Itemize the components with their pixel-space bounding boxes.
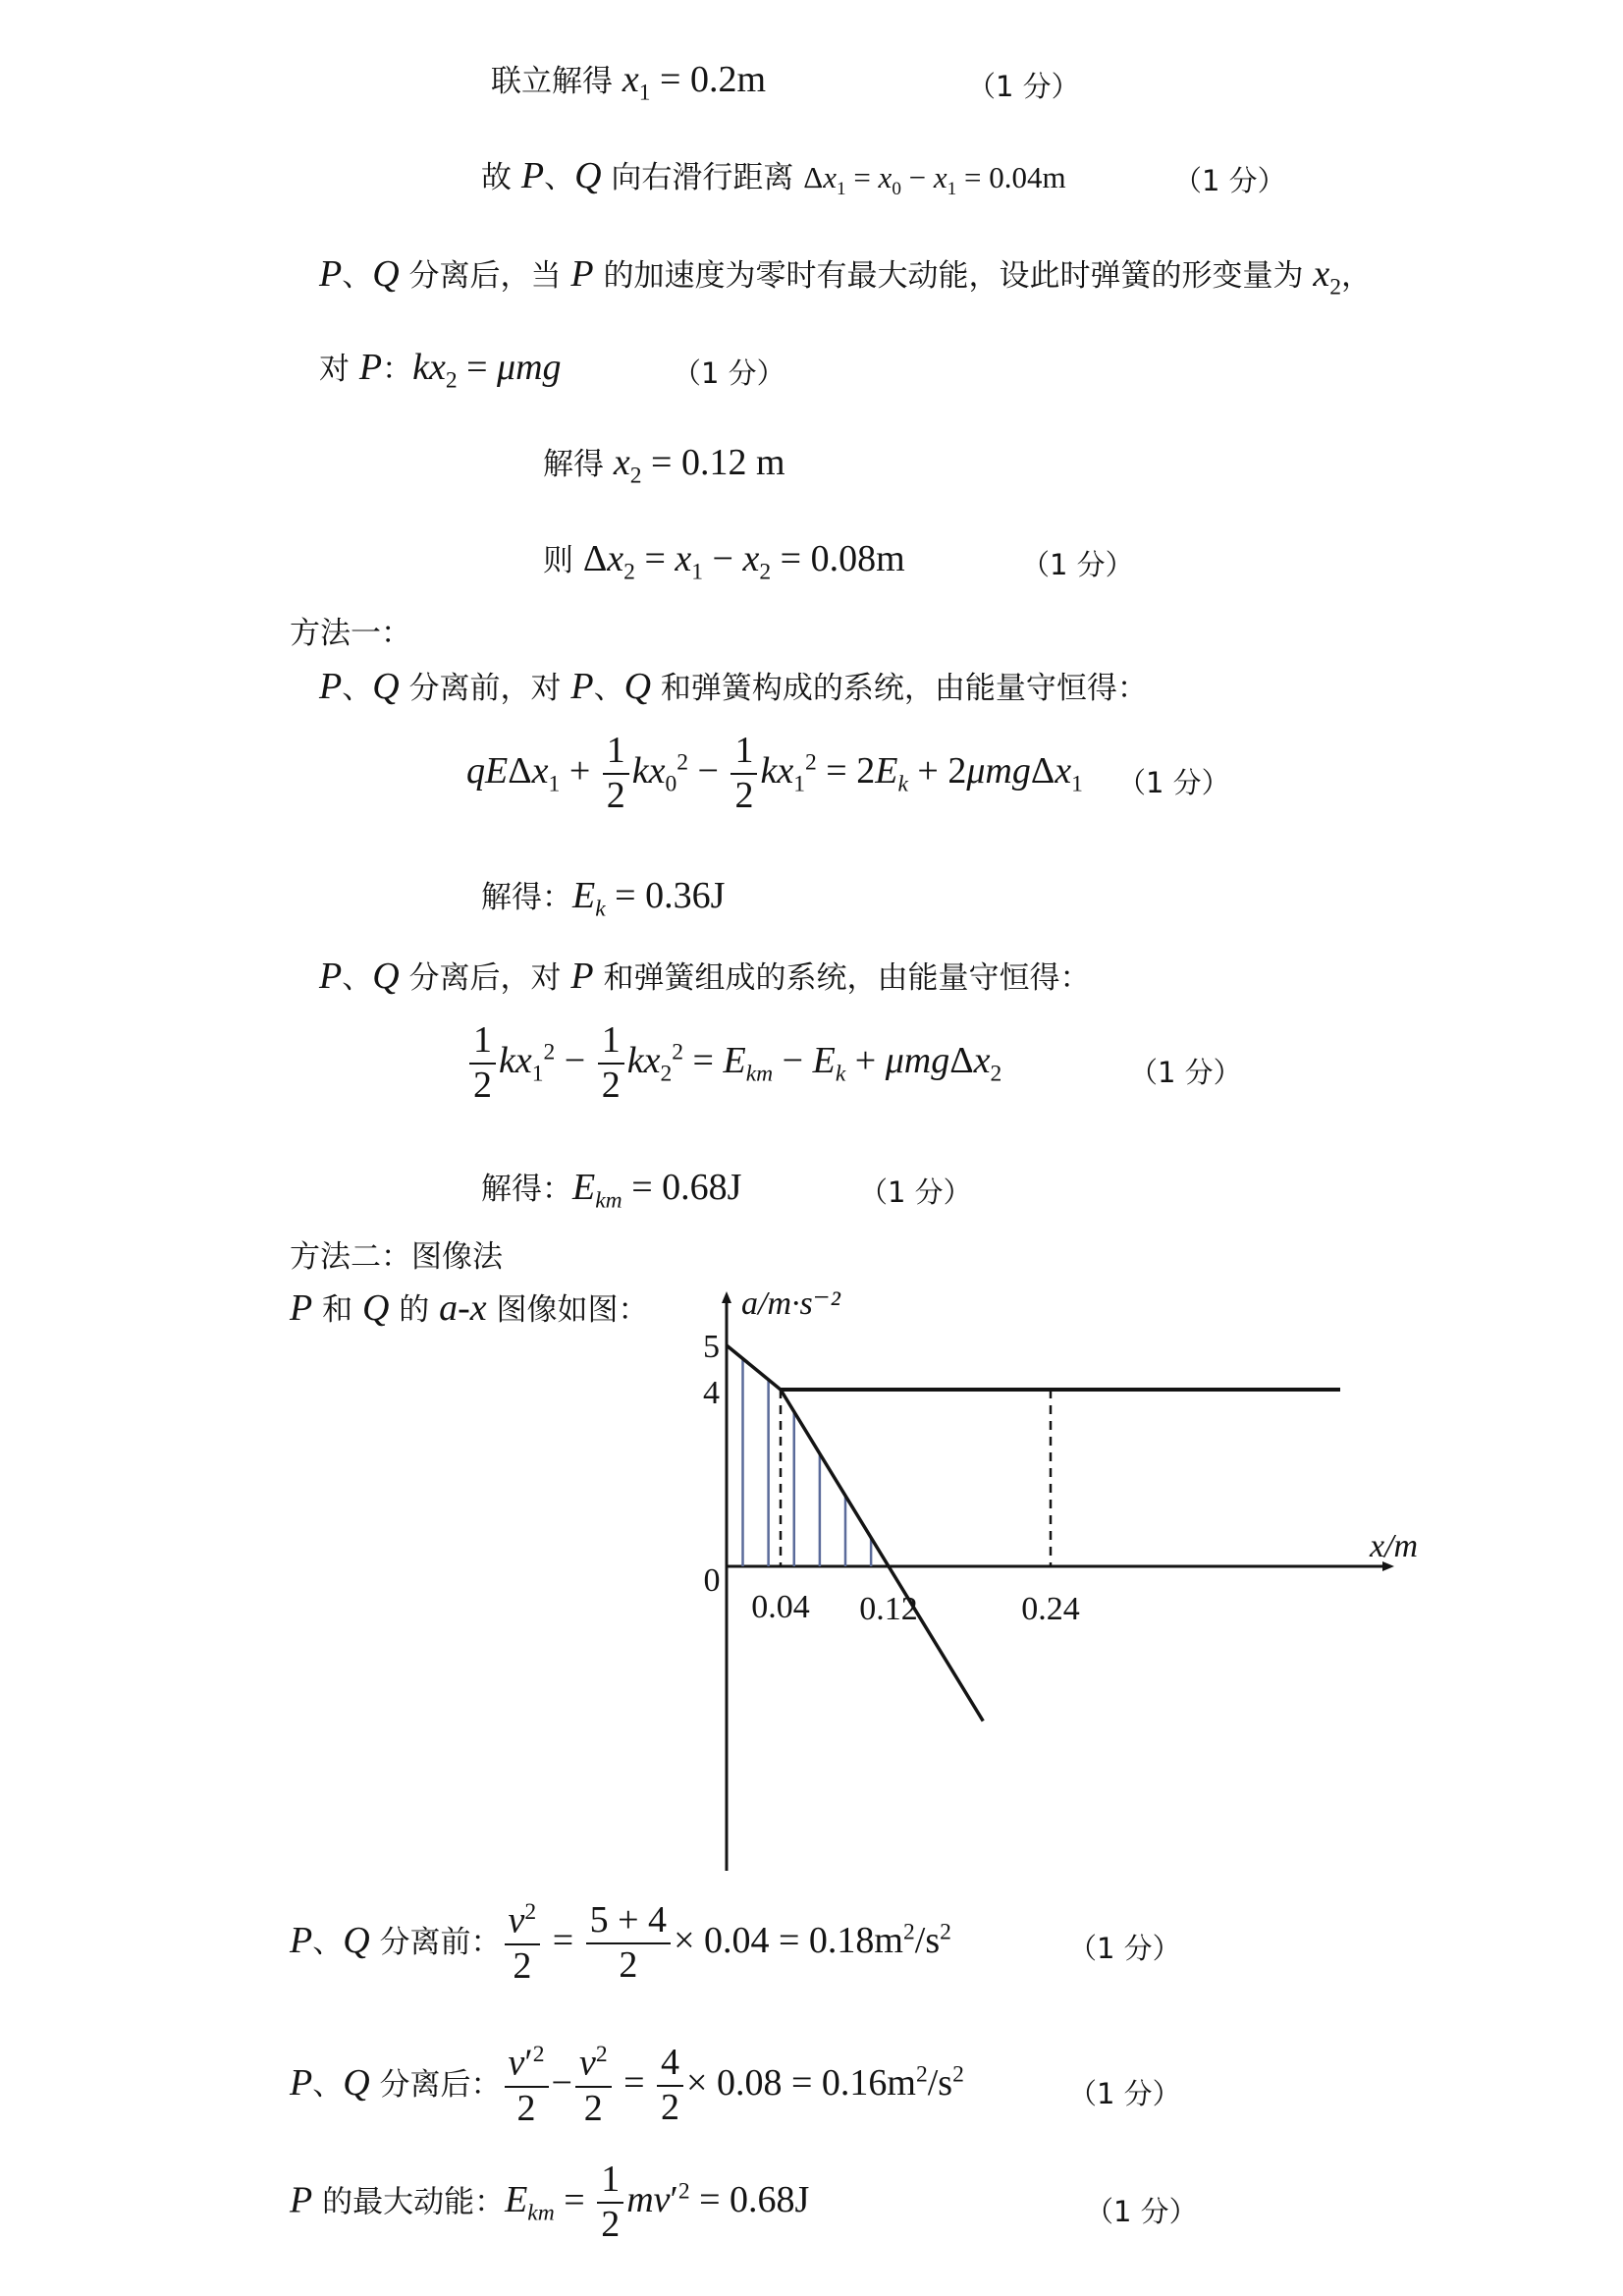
y-tick-label: 4 [703,1375,720,1411]
score-badge: （1 分） [1173,164,1286,197]
line-x1: 联立解得 $x_1 = 0.2m$ [491,59,767,106]
origin-label: 0 [703,1562,721,1599]
method-one-after: P、Q 分离后，对 P 和弹簧组成的系统，由能量守恒得： [319,956,1091,997]
graph-equation-2: P、Q 分离后： $\frac{v'^2}{2}$ − $\frac{v^2}{2}$ = $\frac{4}{2}$ × $0.08 = 0.16m^2/s^2$ [290,2041,964,2129]
x-axis-label: x/m [1370,1528,1419,1564]
line-delta-x1: 故 P、Q 向右滑行距离 $\Delta x_1 = x_0 - x_1 = 0.04m$ [481,155,1066,200]
line-delta-x2: 则 $\Delta x_2 = x_1 - x_2 = 0.08m$ [543,538,905,585]
score-badge: （1 分） [967,70,1080,103]
score-badge: （1 分） [673,356,785,390]
method-two-intro: P 和 Q 的 a-x 图像如图： [290,1287,649,1329]
line-x2: 解得 $x_2 = 0.12$ m [543,442,785,489]
method-two-heading: 方法二：图像法 [290,1239,503,1275]
y-tick-label: 5 [703,1329,720,1365]
method-one-intro: P、Q 分离前，对 P、Q 和弹簧构成的系统，由能量守恒得： [319,666,1148,707]
x-tick-label: 0.12 [859,1591,918,1627]
solution-ekm: 解得：$E_{km} = 0.68J$ [481,1167,742,1214]
score-badge: （1 分） [1085,2195,1198,2228]
energy-equation-2: $\frac{1}{2}$ $kx_1^2$ − $\frac{1}{2}$ $kx_2^2 = E_{km} - E_k + \mu mg\Delta x_2$ [466,1021,1001,1106]
score-badge: （1 分） [1068,2077,1181,2110]
method-one-heading: 方法一： [290,616,411,651]
score-badge: （1 分） [1117,766,1230,799]
score-badge: （1 分） [1068,1932,1181,1965]
score-badge: （1 分） [859,1175,972,1209]
acceleration-curve [727,1345,983,1722]
score-badge: （1 分） [1021,548,1134,581]
line-force-balance: 对 P：$kx_2 = \mu mg$ [319,347,562,394]
line-max-ke-condition: P、Q 分离后，当 P 的加速度为零时有最大动能，设此时弹簧的形变量为 $x_2$， [319,253,1372,301]
x-tick-label: 0.04 [751,1589,810,1625]
y-axis-label: a/m·s⁻² [741,1285,840,1322]
graph-equation-1: P、Q 分离前： $\frac{v^2}{2}$ = $\frac{5 + 4}{2}$ × $0.04 = 0.18m^2/s^2$ [290,1898,951,1987]
solution-ek: 解得：$E_k = 0.36J$ [481,875,726,922]
x-tick-label: 0.24 [1021,1591,1080,1627]
graph-equation-3: P 的最大动能：$E_{km}$ = $\frac{1}{2}$ $mv'^2 = 0.68J$ [290,2159,810,2245]
energy-equation-1: qEΔx$_1$ + $\frac{1}{2}$ $kx_0^2$ − $\frac{1}{2}$ $kx_1^2 = 2E_k + 2\mu mg\Delta x_1$ [466,730,1083,816]
score-badge: （1 分） [1129,1056,1242,1089]
